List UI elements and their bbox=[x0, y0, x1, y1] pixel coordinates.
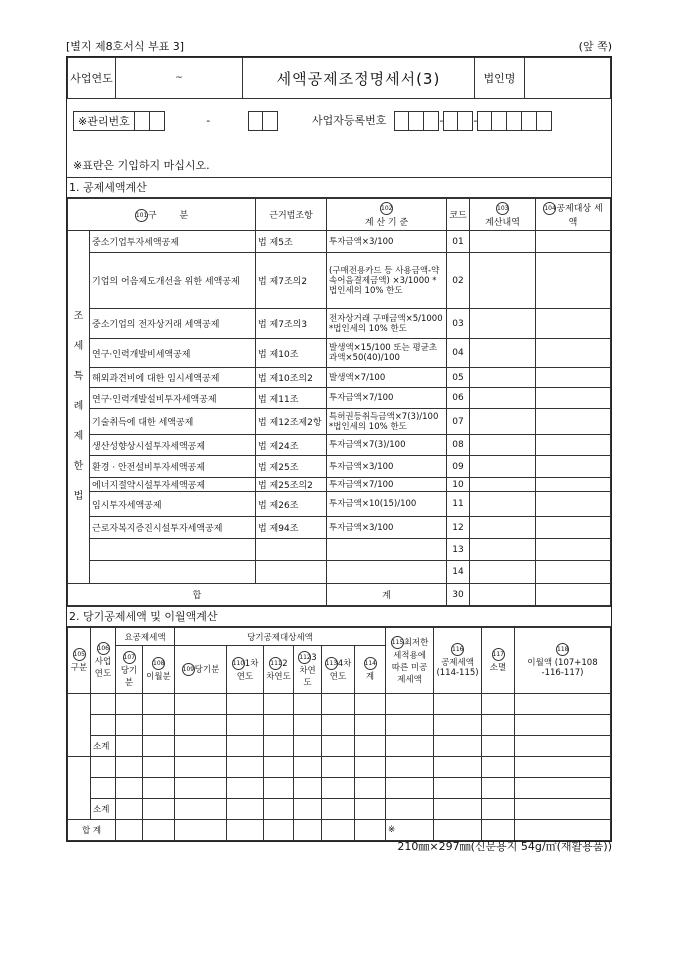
calc-detail-cell[interactable] bbox=[470, 478, 536, 492]
vertical-char: 세 bbox=[73, 341, 84, 352]
h113: 1134차연도 bbox=[322, 646, 355, 694]
circled-number: 101 bbox=[135, 209, 148, 222]
cell[interactable] bbox=[227, 736, 264, 757]
year-cell[interactable] bbox=[91, 778, 116, 799]
law-article bbox=[256, 539, 327, 561]
calc-detail-cell[interactable] bbox=[470, 435, 536, 456]
cell[interactable] bbox=[227, 757, 264, 778]
item-name: 해외과견비에 대한 임시세액공제 bbox=[90, 368, 256, 388]
cell[interactable] bbox=[294, 757, 322, 778]
cell[interactable] bbox=[227, 799, 264, 820]
law-article: 법 제10조의2 bbox=[256, 368, 327, 388]
cell[interactable] bbox=[264, 694, 294, 715]
carryover-table bbox=[67, 627, 611, 841]
calc-detail-cell[interactable] bbox=[470, 309, 536, 339]
calc-basis: 투자금액×7/100 bbox=[327, 388, 447, 409]
item-name: 생산성향상시설투자세액공제 bbox=[90, 435, 256, 456]
table-row bbox=[68, 435, 611, 456]
header-basis: 계 산 기 준 bbox=[364, 217, 409, 228]
circled-number: 104 bbox=[543, 202, 556, 215]
code: 13 bbox=[447, 539, 470, 561]
calc-basis: 투자금액×3/100 bbox=[327, 231, 447, 253]
calc-basis: (구매전용카드 등 사용금액-약속어음결제금액) ×3/1000 *법인세의 10% 한도 bbox=[327, 253, 447, 309]
cell[interactable] bbox=[515, 694, 611, 715]
calc-detail-cell[interactable] bbox=[470, 231, 536, 253]
code: 04 bbox=[447, 339, 470, 368]
year-cell[interactable] bbox=[91, 694, 116, 715]
bizno-box[interactable] bbox=[537, 111, 552, 131]
bizno-box[interactable] bbox=[443, 111, 458, 131]
calc-detail-cell[interactable] bbox=[470, 409, 536, 435]
cell[interactable] bbox=[264, 736, 294, 757]
amount-cell[interactable] bbox=[536, 456, 611, 478]
table-row bbox=[68, 409, 611, 435]
cell[interactable] bbox=[143, 778, 175, 799]
subtotal-label: 소계 bbox=[91, 799, 116, 820]
page-side: (앞 쪽) bbox=[578, 40, 612, 53]
h115: 115최저한세적용에 따른 미공제세액 bbox=[386, 628, 434, 694]
calc-detail-cell[interactable] bbox=[470, 517, 536, 539]
calc-detail-cell[interactable] bbox=[470, 368, 536, 388]
mgmt-label: ※관리번호 bbox=[73, 111, 135, 131]
dash: - bbox=[206, 114, 211, 127]
item-name bbox=[90, 561, 256, 584]
cell[interactable] bbox=[434, 736, 482, 757]
table-row bbox=[68, 456, 611, 478]
cell[interactable] bbox=[175, 778, 227, 799]
header-category: 구 분 bbox=[147, 210, 189, 221]
bizno-label: 사업자등록번호 bbox=[312, 114, 387, 127]
mgmt-box[interactable] bbox=[248, 111, 263, 131]
amount-cell[interactable] bbox=[536, 388, 611, 409]
code: 14 bbox=[447, 561, 470, 584]
cell[interactable] bbox=[175, 715, 227, 736]
header-calc: 계산내역 bbox=[485, 217, 520, 228]
amount-cell[interactable] bbox=[536, 539, 611, 561]
h117: 117 소멸 bbox=[482, 628, 515, 694]
h106: 106 사업연도 bbox=[91, 628, 116, 694]
item-name: 근로자복지증진시설투자세액공제 bbox=[90, 517, 256, 539]
cell[interactable] bbox=[434, 757, 482, 778]
year-cell[interactable] bbox=[91, 715, 116, 736]
calc-detail-cell[interactable] bbox=[470, 539, 536, 561]
law-article: 법 제25조의2 bbox=[256, 478, 327, 492]
h118: 118 이월액 (107+108 -116-117) bbox=[515, 628, 611, 694]
code: 06 bbox=[447, 388, 470, 409]
law-article: 법 제7조의2 bbox=[256, 253, 327, 309]
law-article: 법 제12조제2항 bbox=[256, 409, 327, 435]
total-amount-cell[interactable] bbox=[536, 584, 611, 606]
bizno-box[interactable] bbox=[424, 111, 439, 131]
calc-basis: 발생액×7/100 bbox=[327, 368, 447, 388]
cell[interactable] bbox=[322, 757, 355, 778]
cell[interactable] bbox=[515, 757, 611, 778]
total-code: 30 bbox=[447, 584, 470, 606]
cell[interactable] bbox=[322, 715, 355, 736]
cell[interactable] bbox=[143, 736, 175, 757]
cell[interactable] bbox=[175, 694, 227, 715]
tax-credit-table bbox=[67, 198, 611, 606]
header-code: 코드 bbox=[447, 199, 470, 231]
table-row bbox=[68, 778, 611, 799]
cell[interactable] bbox=[294, 694, 322, 715]
mgmt-box[interactable] bbox=[135, 111, 150, 131]
law-article: 법 제10조 bbox=[256, 339, 327, 368]
cell[interactable] bbox=[116, 694, 143, 715]
corp-name-field[interactable] bbox=[525, 58, 611, 99]
cell[interactable] bbox=[515, 736, 611, 757]
mgmt-box[interactable] bbox=[150, 111, 165, 131]
table-row bbox=[68, 799, 611, 820]
calc-basis: 투자금액×7/100 bbox=[327, 478, 447, 492]
category-cell[interactable] bbox=[68, 757, 91, 820]
cell[interactable] bbox=[386, 715, 434, 736]
law-article: 법 제24조 bbox=[256, 435, 327, 456]
cell[interactable] bbox=[355, 715, 386, 736]
cell[interactable] bbox=[515, 799, 611, 820]
cell[interactable] bbox=[386, 778, 434, 799]
cell[interactable] bbox=[515, 715, 611, 736]
cell[interactable] bbox=[227, 694, 264, 715]
bizno-box[interactable] bbox=[507, 111, 522, 131]
grand-total-label: 합 계 bbox=[68, 820, 116, 841]
amount-cell[interactable] bbox=[536, 309, 611, 339]
cell[interactable] bbox=[386, 799, 434, 820]
table-row bbox=[68, 561, 611, 584]
cell[interactable] bbox=[264, 757, 294, 778]
table-row bbox=[68, 715, 611, 736]
table-row bbox=[68, 757, 611, 778]
total-calc-cell[interactable] bbox=[470, 584, 536, 606]
table-row bbox=[68, 517, 611, 539]
code: 01 bbox=[447, 231, 470, 253]
h108: 108 이월분 bbox=[143, 646, 175, 694]
law-article: 법 제7조의3 bbox=[256, 309, 327, 339]
calc-basis: 특허권등취득금액×7(3)/100 *법인세의 10% 한도 bbox=[327, 409, 447, 435]
cell[interactable] bbox=[355, 694, 386, 715]
table-row bbox=[68, 539, 611, 561]
table-row bbox=[68, 339, 611, 368]
calc-basis: 발생액×15/100 또는 평균초과액×50(40)/100 bbox=[327, 339, 447, 368]
item-name: 중소기업투자세액공제 bbox=[90, 231, 256, 253]
item-name: 환경 · 안전설비투자세액공제 bbox=[90, 456, 256, 478]
amount-cell[interactable] bbox=[536, 409, 611, 435]
group-required: 요공제세액 bbox=[116, 628, 175, 646]
cell[interactable] bbox=[322, 694, 355, 715]
cell[interactable] bbox=[434, 694, 482, 715]
circled-number: 103 bbox=[496, 202, 509, 215]
total-label: 계 bbox=[327, 584, 447, 606]
amount-cell[interactable] bbox=[536, 231, 611, 253]
amount-cell[interactable] bbox=[536, 478, 611, 492]
cell[interactable] bbox=[322, 799, 355, 820]
total-mark: ※ bbox=[386, 820, 434, 841]
corp-label: 법인명 bbox=[475, 58, 525, 99]
cell[interactable] bbox=[322, 778, 355, 799]
cell[interactable] bbox=[116, 757, 143, 778]
calc-basis bbox=[327, 539, 447, 561]
cell[interactable] bbox=[482, 736, 515, 757]
table-row bbox=[68, 736, 611, 757]
bizno-box[interactable] bbox=[492, 111, 507, 131]
cell[interactable] bbox=[175, 757, 227, 778]
cell[interactable] bbox=[294, 778, 322, 799]
table-row bbox=[68, 309, 611, 339]
law-article: 법 제94조 bbox=[256, 517, 327, 539]
item-name: 연구·인력개발설비투자세액공제 bbox=[90, 388, 256, 409]
h107: 107 당기분 bbox=[116, 646, 143, 694]
table-row bbox=[68, 231, 611, 253]
header-law: 근거법조항 bbox=[256, 199, 327, 231]
cell[interactable] bbox=[227, 778, 264, 799]
cell[interactable] bbox=[143, 715, 175, 736]
cell[interactable] bbox=[434, 799, 482, 820]
cell[interactable] bbox=[264, 799, 294, 820]
item-name: 연구·인력개발비세액공제 bbox=[90, 339, 256, 368]
amount-cell[interactable] bbox=[536, 253, 611, 309]
calc-basis bbox=[327, 561, 447, 584]
cell[interactable] bbox=[294, 736, 322, 757]
cell[interactable] bbox=[227, 715, 264, 736]
form-frame bbox=[66, 56, 612, 842]
item-name: 기업의 어음제도개선을 위한 세액공제 bbox=[90, 253, 256, 309]
cell[interactable] bbox=[482, 715, 515, 736]
bizno-box[interactable] bbox=[522, 111, 537, 131]
item-name: 기술취득에 대한 세액공제 bbox=[90, 409, 256, 435]
vertical-char: 법 bbox=[73, 491, 84, 502]
mgmt-box[interactable] bbox=[263, 111, 278, 131]
year-field[interactable]: ~ bbox=[116, 58, 243, 99]
cell[interactable] bbox=[386, 694, 434, 715]
header-amount: 공제대상 세 액 bbox=[556, 204, 603, 228]
cell[interactable] bbox=[482, 757, 515, 778]
bizno-box[interactable] bbox=[409, 111, 424, 131]
cell[interactable] bbox=[294, 799, 322, 820]
h110: 1101차연도 bbox=[227, 646, 264, 694]
calc-detail-cell[interactable] bbox=[470, 253, 536, 309]
calc-detail-cell[interactable] bbox=[470, 456, 536, 478]
cell[interactable] bbox=[515, 778, 611, 799]
group-current: 당기공제대상세액 bbox=[175, 628, 386, 646]
law-article: 법 제26조 bbox=[256, 492, 327, 517]
code: 12 bbox=[447, 517, 470, 539]
vertical-char: 특 bbox=[73, 371, 84, 382]
h111: 1112차연도 bbox=[264, 646, 294, 694]
law-article bbox=[256, 561, 327, 584]
calc-detail-cell[interactable] bbox=[470, 492, 536, 517]
bizno-box[interactable] bbox=[458, 111, 473, 131]
subtotal-label: 소계 bbox=[91, 736, 116, 757]
code: 02 bbox=[447, 253, 470, 309]
code: 09 bbox=[447, 456, 470, 478]
amount-cell[interactable] bbox=[536, 339, 611, 368]
paper-spec: 210㎜×297㎜(신문용지 54g/㎡(재활용품)) bbox=[397, 840, 612, 853]
form-id: [별지 제8호서식 부표 3] bbox=[66, 40, 185, 53]
amount-cell[interactable] bbox=[536, 435, 611, 456]
cell[interactable] bbox=[175, 736, 227, 757]
cell[interactable] bbox=[434, 715, 482, 736]
cell[interactable] bbox=[116, 778, 143, 799]
table-row bbox=[68, 253, 611, 309]
calc-basis: 투자금액×3/100 bbox=[327, 456, 447, 478]
cell[interactable] bbox=[294, 715, 322, 736]
table-row bbox=[68, 492, 611, 517]
cell[interactable] bbox=[143, 757, 175, 778]
law-article: 법 제11조 bbox=[256, 388, 327, 409]
calc-detail-cell[interactable] bbox=[470, 339, 536, 368]
bizno-box[interactable] bbox=[477, 111, 492, 131]
dash: - bbox=[473, 114, 478, 127]
law-article: 법 제5조 bbox=[256, 231, 327, 253]
item-name: 에너지절약시설투자세액공제 bbox=[90, 478, 256, 492]
cell[interactable] bbox=[143, 799, 175, 820]
code: 11 bbox=[447, 492, 470, 517]
item-name: 중소기업의 전자상거래 세액공제 bbox=[90, 309, 256, 339]
calc-basis: 투자금액×3/100 bbox=[327, 517, 447, 539]
vertical-char: 제 bbox=[73, 431, 84, 442]
calc-detail-cell[interactable] bbox=[470, 561, 536, 584]
year-cell[interactable] bbox=[91, 757, 116, 778]
header-table bbox=[67, 57, 611, 99]
table-row bbox=[68, 388, 611, 409]
h112: 1123차연도 bbox=[294, 646, 322, 694]
cell[interactable] bbox=[264, 715, 294, 736]
code: 08 bbox=[447, 435, 470, 456]
cell[interactable] bbox=[355, 736, 386, 757]
item-name bbox=[90, 539, 256, 561]
table-row bbox=[68, 368, 611, 388]
cell[interactable] bbox=[322, 736, 355, 757]
year-label: 사업연도 bbox=[68, 58, 116, 99]
code: 07 bbox=[447, 409, 470, 435]
h114: 114 계 bbox=[355, 646, 386, 694]
law-article: 법 제25조 bbox=[256, 456, 327, 478]
cell[interactable] bbox=[264, 778, 294, 799]
cell[interactable] bbox=[482, 778, 515, 799]
calc-basis: 투자금액×10(15)/100 bbox=[327, 492, 447, 517]
h105: 105 구분 bbox=[68, 628, 91, 694]
table-row bbox=[68, 694, 611, 715]
calc-detail-cell[interactable] bbox=[470, 388, 536, 409]
code: 05 bbox=[447, 368, 470, 388]
dash: - bbox=[439, 114, 444, 127]
cell[interactable] bbox=[386, 736, 434, 757]
calc-basis: 전자상거래 구매금액×5/1000 *법인세의 10% 한도 bbox=[327, 309, 447, 339]
total-label: 합 bbox=[68, 584, 327, 606]
cell[interactable] bbox=[116, 715, 143, 736]
circled-number: 102 bbox=[380, 202, 393, 215]
cell[interactable] bbox=[116, 799, 143, 820]
cell[interactable] bbox=[482, 694, 515, 715]
amount-cell[interactable] bbox=[536, 517, 611, 539]
vertical-label bbox=[68, 231, 90, 584]
calc-basis: 투자금액×7(3)/100 bbox=[327, 435, 447, 456]
cell[interactable] bbox=[434, 778, 482, 799]
cell[interactable] bbox=[386, 757, 434, 778]
page-title: 세액공제조정명세서(3) bbox=[243, 58, 475, 99]
cell[interactable] bbox=[143, 694, 175, 715]
h109: 109당기분 bbox=[175, 646, 227, 694]
section1-title: 1. 공제세액계산 bbox=[67, 178, 611, 198]
table-row bbox=[68, 478, 611, 492]
management-area bbox=[67, 99, 611, 178]
vertical-char: 례 bbox=[73, 401, 84, 412]
vertical-char: 조 bbox=[73, 311, 84, 322]
cell[interactable] bbox=[116, 736, 143, 757]
vertical-char: 한 bbox=[73, 461, 84, 472]
cell[interactable] bbox=[355, 778, 386, 799]
category-cell[interactable] bbox=[68, 694, 91, 757]
note: ※표란은 기입하지 마십시오. bbox=[73, 159, 210, 172]
cell[interactable] bbox=[175, 799, 227, 820]
item-name: 임시투자세액공제 bbox=[90, 492, 256, 517]
h116: 116 공제세액 (114-115) bbox=[434, 628, 482, 694]
code: 03 bbox=[447, 309, 470, 339]
code: 10 bbox=[447, 478, 470, 492]
cell[interactable] bbox=[482, 799, 515, 820]
cell[interactable] bbox=[355, 799, 386, 820]
section2-title: 2. 당기공제세액 및 이월액계산 bbox=[67, 606, 611, 627]
bizno-box[interactable] bbox=[394, 111, 409, 131]
amount-cell[interactable] bbox=[536, 368, 611, 388]
amount-cell[interactable] bbox=[536, 492, 611, 517]
amount-cell[interactable] bbox=[536, 561, 611, 584]
cell[interactable] bbox=[355, 757, 386, 778]
